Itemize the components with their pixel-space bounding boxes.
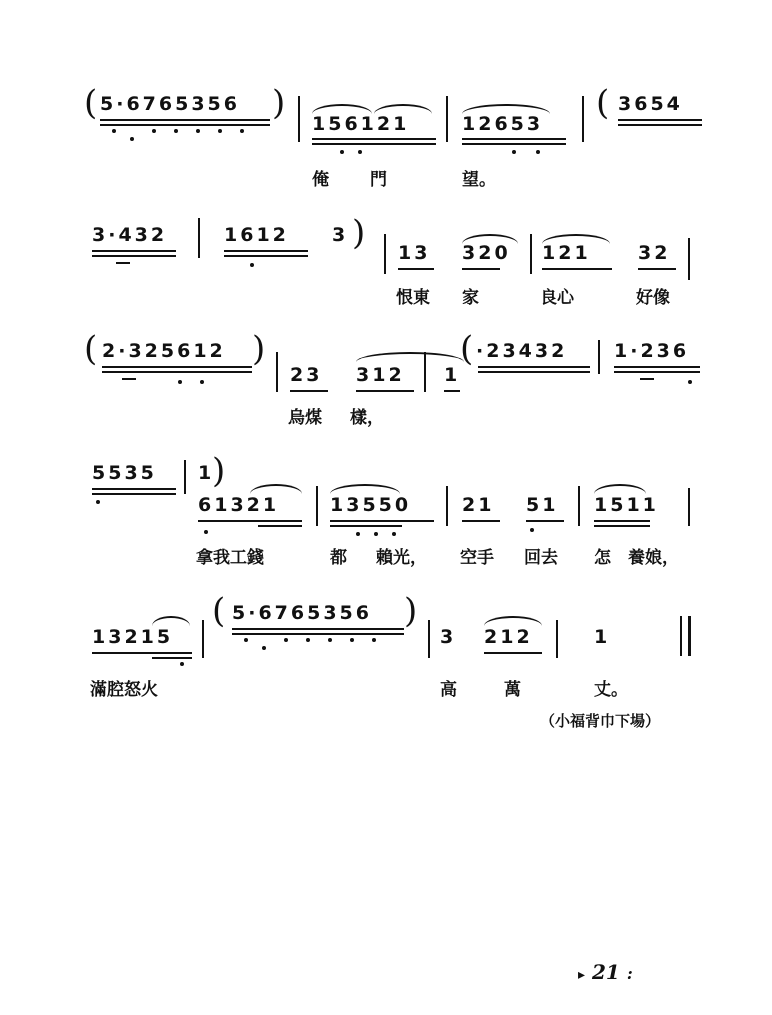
barline xyxy=(530,234,532,274)
lyric: 怎 xyxy=(594,548,611,568)
notes-line5-m3a: 3 xyxy=(440,626,457,648)
dot xyxy=(180,662,184,666)
dot xyxy=(200,380,204,384)
dot xyxy=(536,150,540,154)
lyric: 望。 xyxy=(462,170,496,190)
open-paren: ( xyxy=(460,329,474,369)
barline xyxy=(298,96,300,142)
barline xyxy=(598,340,600,374)
slur xyxy=(152,616,190,626)
barline xyxy=(424,352,426,392)
notes-line4-m5a: 21 xyxy=(462,494,495,516)
underline xyxy=(198,520,302,522)
barline xyxy=(688,238,690,280)
underline xyxy=(330,525,402,527)
slur xyxy=(330,484,400,494)
lyric: 俺 xyxy=(312,170,329,190)
dot xyxy=(250,263,254,267)
underline xyxy=(92,652,192,654)
underline xyxy=(444,390,460,392)
underline xyxy=(614,366,700,368)
dot xyxy=(204,530,208,534)
dot xyxy=(218,129,222,133)
barline xyxy=(582,96,584,142)
underline xyxy=(92,493,176,495)
page-number-dot-left: ▸ xyxy=(578,967,586,983)
barline xyxy=(276,352,278,392)
final-barline-thick xyxy=(688,616,691,656)
notes-line4-m1: 5535 xyxy=(92,462,157,484)
page-number-text: 21 xyxy=(592,960,620,984)
slur xyxy=(594,484,646,494)
notes-line3-m3: 1 xyxy=(444,364,461,386)
slur xyxy=(250,484,302,494)
notes-line4-m3: 61321 xyxy=(198,494,280,516)
lyric: 良心 xyxy=(540,288,574,308)
underline xyxy=(478,366,590,368)
lyric: 滿腔怒火 xyxy=(90,680,158,700)
slur xyxy=(484,616,542,626)
dot xyxy=(530,528,534,532)
barline xyxy=(316,486,318,526)
open-paren: ( xyxy=(84,83,98,123)
underline xyxy=(462,138,566,140)
underline xyxy=(330,520,434,522)
open-paren: ( xyxy=(212,591,226,631)
lyric: 養娘， xyxy=(628,548,679,568)
dot xyxy=(152,129,156,133)
dot xyxy=(372,638,376,642)
lyric: 拿我工錢 xyxy=(196,548,264,568)
notes-line5-m1: 13215 xyxy=(92,626,174,648)
underline xyxy=(526,520,564,522)
close-paren: ) xyxy=(352,213,366,253)
open-paren: ( xyxy=(596,83,610,123)
underline xyxy=(92,250,176,252)
underline xyxy=(462,268,500,270)
underline xyxy=(594,525,650,527)
notes-line5-m3b: 212 xyxy=(484,626,533,648)
page-number-dot-right: : xyxy=(626,964,633,983)
barline xyxy=(688,488,690,526)
lyric: 好像 xyxy=(636,288,670,308)
dot xyxy=(340,150,344,154)
barline xyxy=(384,234,386,274)
dot xyxy=(392,532,396,536)
notes-line4-m2: 1 xyxy=(198,462,215,484)
notes-line2-m4b: 32 xyxy=(638,242,671,264)
notes-line4-m6: 1511 xyxy=(594,494,659,516)
underline xyxy=(232,628,404,630)
underline xyxy=(618,119,702,121)
underline xyxy=(312,138,436,140)
underline xyxy=(100,119,270,121)
lyric: 空手 xyxy=(460,548,494,568)
dot xyxy=(112,129,116,133)
close-paren: ) xyxy=(272,83,286,123)
underline xyxy=(116,262,130,264)
notes-line2-m3a: 13 xyxy=(398,242,431,264)
dot xyxy=(262,646,266,650)
dot xyxy=(130,137,134,141)
barline xyxy=(202,620,204,658)
notes-line1-m4: 3654 xyxy=(618,93,683,115)
dot xyxy=(356,532,360,536)
underline xyxy=(462,520,500,522)
dot xyxy=(196,129,200,133)
lyric: 萬 xyxy=(504,680,521,700)
notes-line4-m5b: 51 xyxy=(526,494,559,516)
notes-line2-m1: 3·432 xyxy=(92,224,168,246)
underline xyxy=(122,378,136,380)
underline xyxy=(614,371,700,373)
underline xyxy=(152,657,192,659)
underline xyxy=(462,143,566,145)
page-number xyxy=(578,960,633,984)
lyric: 樣， xyxy=(350,408,384,428)
barline xyxy=(446,486,448,526)
notes-line3-m5: 1·236 xyxy=(614,340,690,362)
underline xyxy=(618,124,702,126)
lyric: 回去 xyxy=(524,548,558,568)
dot xyxy=(358,150,362,154)
lyric: 恨東 xyxy=(396,288,430,308)
underline xyxy=(102,371,252,373)
dot xyxy=(328,638,332,642)
dot xyxy=(306,638,310,642)
lyric: 烏煤 xyxy=(288,408,322,428)
notes-line5-m4: 1 xyxy=(594,626,611,648)
lyric: 家 xyxy=(462,288,479,308)
barline xyxy=(198,218,200,258)
barline xyxy=(556,620,558,658)
notes-line3-m4: ·23432 xyxy=(476,340,568,362)
barline xyxy=(578,486,580,526)
underline xyxy=(224,250,308,252)
notes-line2-m2: 1612 xyxy=(224,224,289,246)
barline xyxy=(184,460,186,494)
lyric: 都 xyxy=(330,548,347,568)
close-paren: ) xyxy=(404,591,418,631)
underline xyxy=(92,488,176,490)
stage-direction: （小福背巾下場） xyxy=(540,712,661,730)
notes-line2-m4a: 121 xyxy=(542,242,591,264)
close-paren: ) xyxy=(252,329,266,369)
underline xyxy=(92,255,176,257)
dot xyxy=(178,380,182,384)
notes-line1-m3: 12653 xyxy=(462,113,544,135)
underline xyxy=(594,520,650,522)
underline xyxy=(258,525,302,527)
dot xyxy=(96,500,100,504)
underline xyxy=(478,371,590,373)
dot xyxy=(244,638,248,642)
underline xyxy=(100,124,270,126)
barline xyxy=(428,620,430,658)
dot xyxy=(512,150,516,154)
underline xyxy=(638,268,676,270)
underline xyxy=(484,652,542,654)
underline xyxy=(398,268,434,270)
underline xyxy=(290,390,328,392)
lyric: 高 xyxy=(440,680,457,700)
notes-line3-m2a: 23 xyxy=(290,364,323,386)
close-paren: ) xyxy=(212,451,226,491)
notes-line4-m4: 13550 xyxy=(330,494,412,516)
dot xyxy=(284,638,288,642)
notes-line3-m2b: 312 xyxy=(356,364,405,386)
notes-line2-m3b: 320 xyxy=(462,242,511,264)
dot xyxy=(240,129,244,133)
slur xyxy=(356,352,464,362)
notes-line1-m1: 5·6765356 xyxy=(100,93,240,115)
notes-line2-m2-end: 3 xyxy=(332,224,349,246)
underline xyxy=(640,378,654,380)
notes-line1-m2: 156121 xyxy=(312,113,410,135)
lyric: 賴光， xyxy=(376,548,427,568)
final-barline-thin xyxy=(680,616,682,656)
open-paren: ( xyxy=(84,329,98,369)
dot xyxy=(350,638,354,642)
underline xyxy=(102,366,252,368)
lyric: 丈。 xyxy=(594,680,628,700)
underline xyxy=(232,633,404,635)
underline xyxy=(312,143,436,145)
underline xyxy=(542,268,612,270)
notes-line3-m1: 2·325612 xyxy=(102,340,226,362)
dot xyxy=(688,380,692,384)
underline xyxy=(224,255,308,257)
barline xyxy=(446,96,448,142)
lyric: 門 xyxy=(370,170,387,190)
notes-line5-m2: 5·6765356 xyxy=(232,602,372,624)
underline xyxy=(356,390,414,392)
dot xyxy=(174,129,178,133)
dot xyxy=(374,532,378,536)
